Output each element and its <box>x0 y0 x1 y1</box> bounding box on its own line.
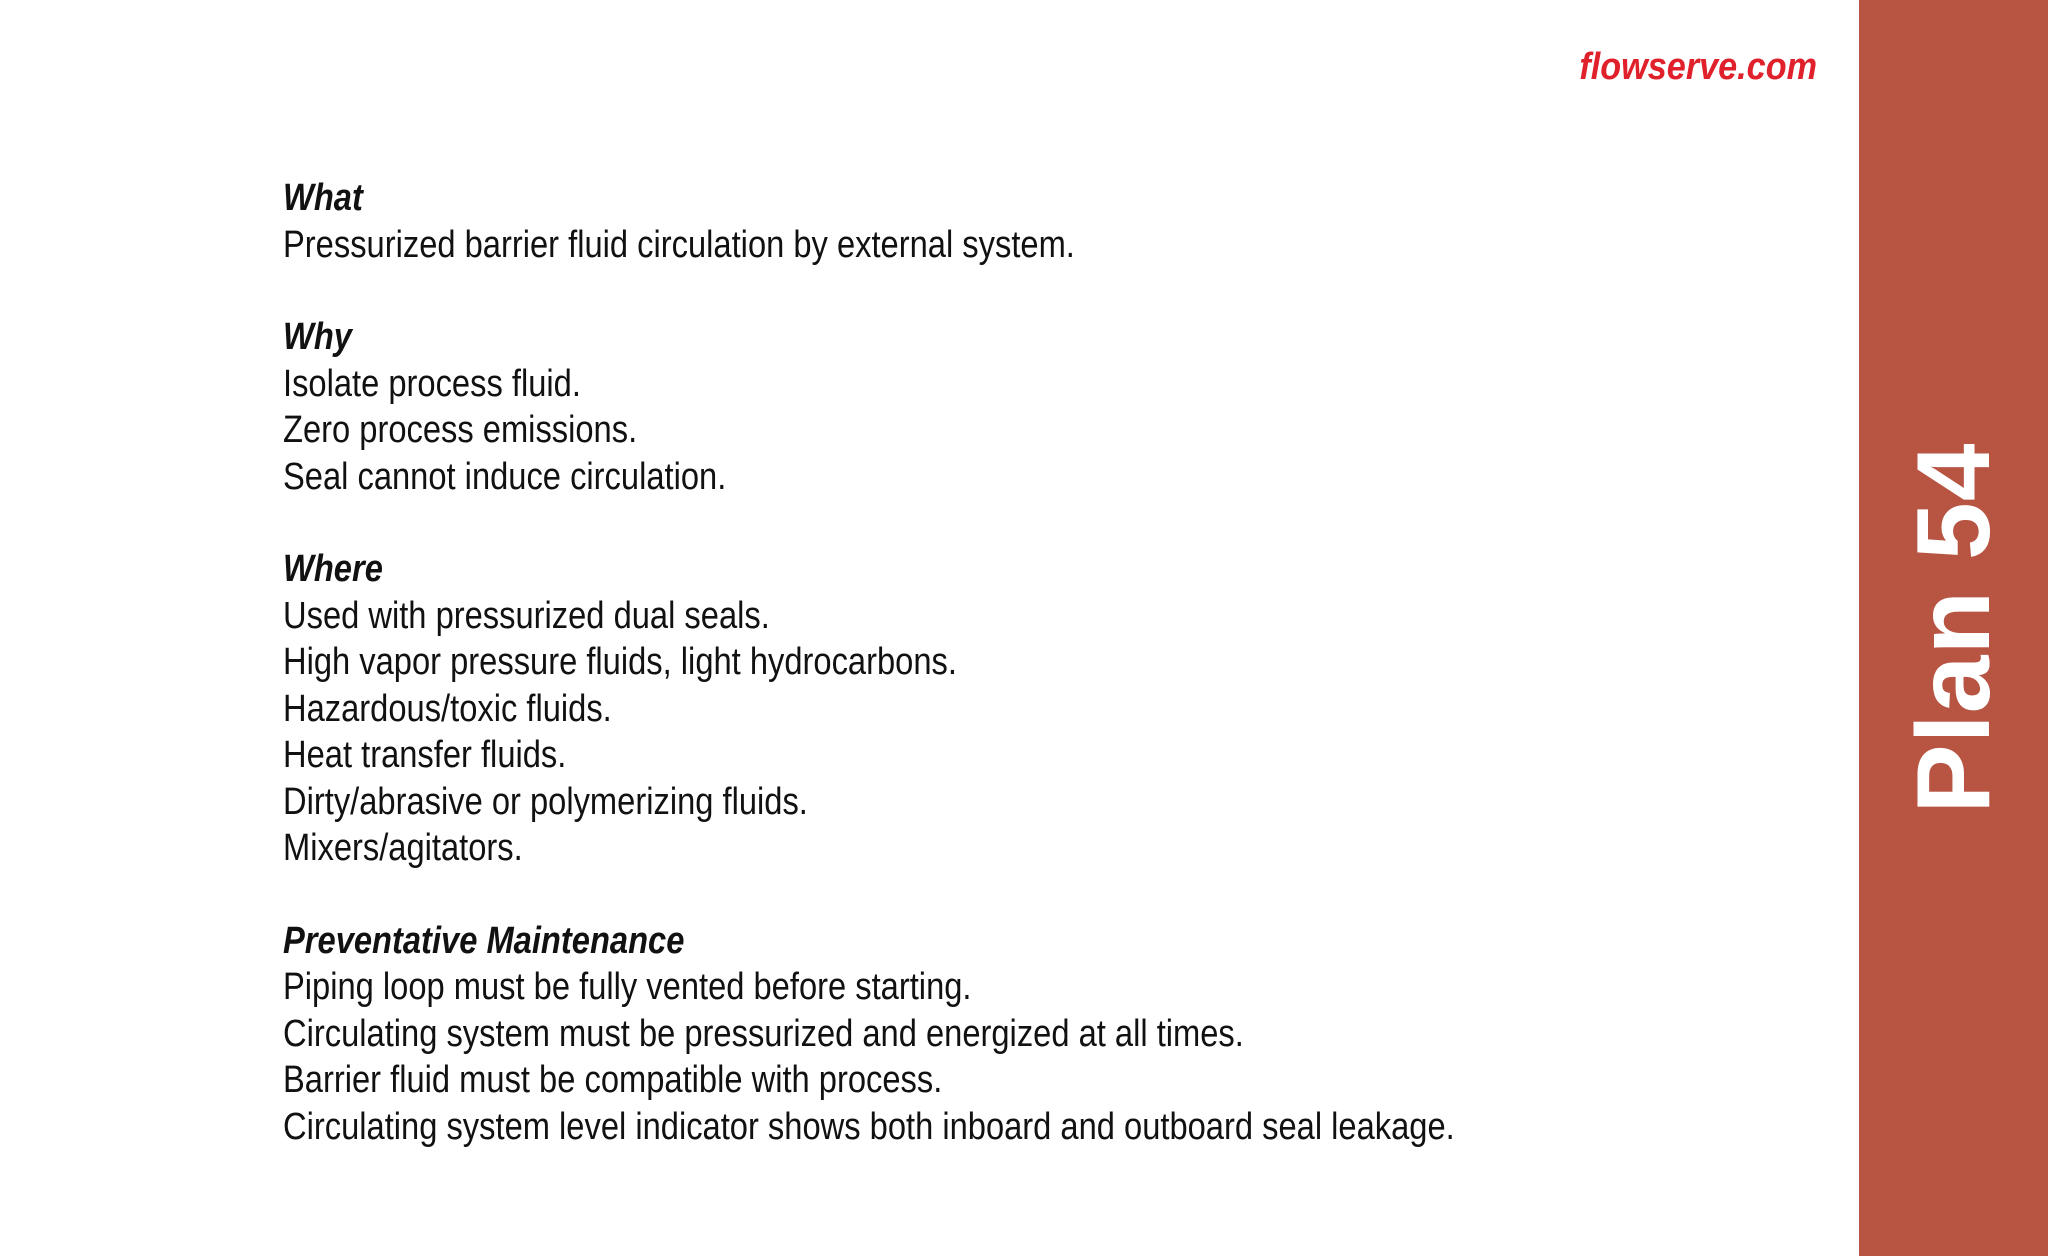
section-line: Mixers/agitators. <box>283 827 523 869</box>
section-line: Pressurized barrier fluid circulation by external system. <box>283 223 1075 266</box>
section-where <box>283 546 1843 872</box>
section-line: Zero process emissions. <box>283 409 638 451</box>
section-line: High vapor pressure fluids, light hydrocarbons. <box>283 641 957 683</box>
section-heading-where: Where <box>283 548 383 590</box>
section-line: Piping loop must be fully vented before starting. <box>283 966 972 1008</box>
section-line: Hazardous/toxic fluids. <box>283 687 612 730</box>
section-why <box>283 314 1843 500</box>
section-heading-preventative-maintenance: Preventative Maintenance <box>283 919 685 962</box>
section-line: Dirty/abrasive or polymerizing fluids. <box>283 780 808 823</box>
site-url: flowserve.com <box>1579 46 1817 88</box>
section-line: Isolate process fluid. <box>283 362 581 405</box>
section-heading-why: Why <box>283 316 352 358</box>
section-line: Circulating system must be pressurized and energized at all times. <box>283 1012 1244 1055</box>
section-heading-what: What <box>283 177 363 219</box>
section-line: Seal cannot induce circulation. <box>283 455 727 498</box>
plan-title: Plan 54 <box>1896 442 2012 814</box>
section-line: Circulating system level indicator shows both inboard and outboard seal leakage. <box>283 1105 1455 1148</box>
plan-content <box>283 175 1843 1196</box>
section-line: Used with pressurized dual seals. <box>283 594 770 637</box>
section-line: Barrier fluid must be compatible with process. <box>283 1059 943 1101</box>
section-preventative-maintenance <box>283 918 1843 1151</box>
section-line: Heat transfer fluids. <box>283 734 567 776</box>
section-what <box>283 175 1843 268</box>
